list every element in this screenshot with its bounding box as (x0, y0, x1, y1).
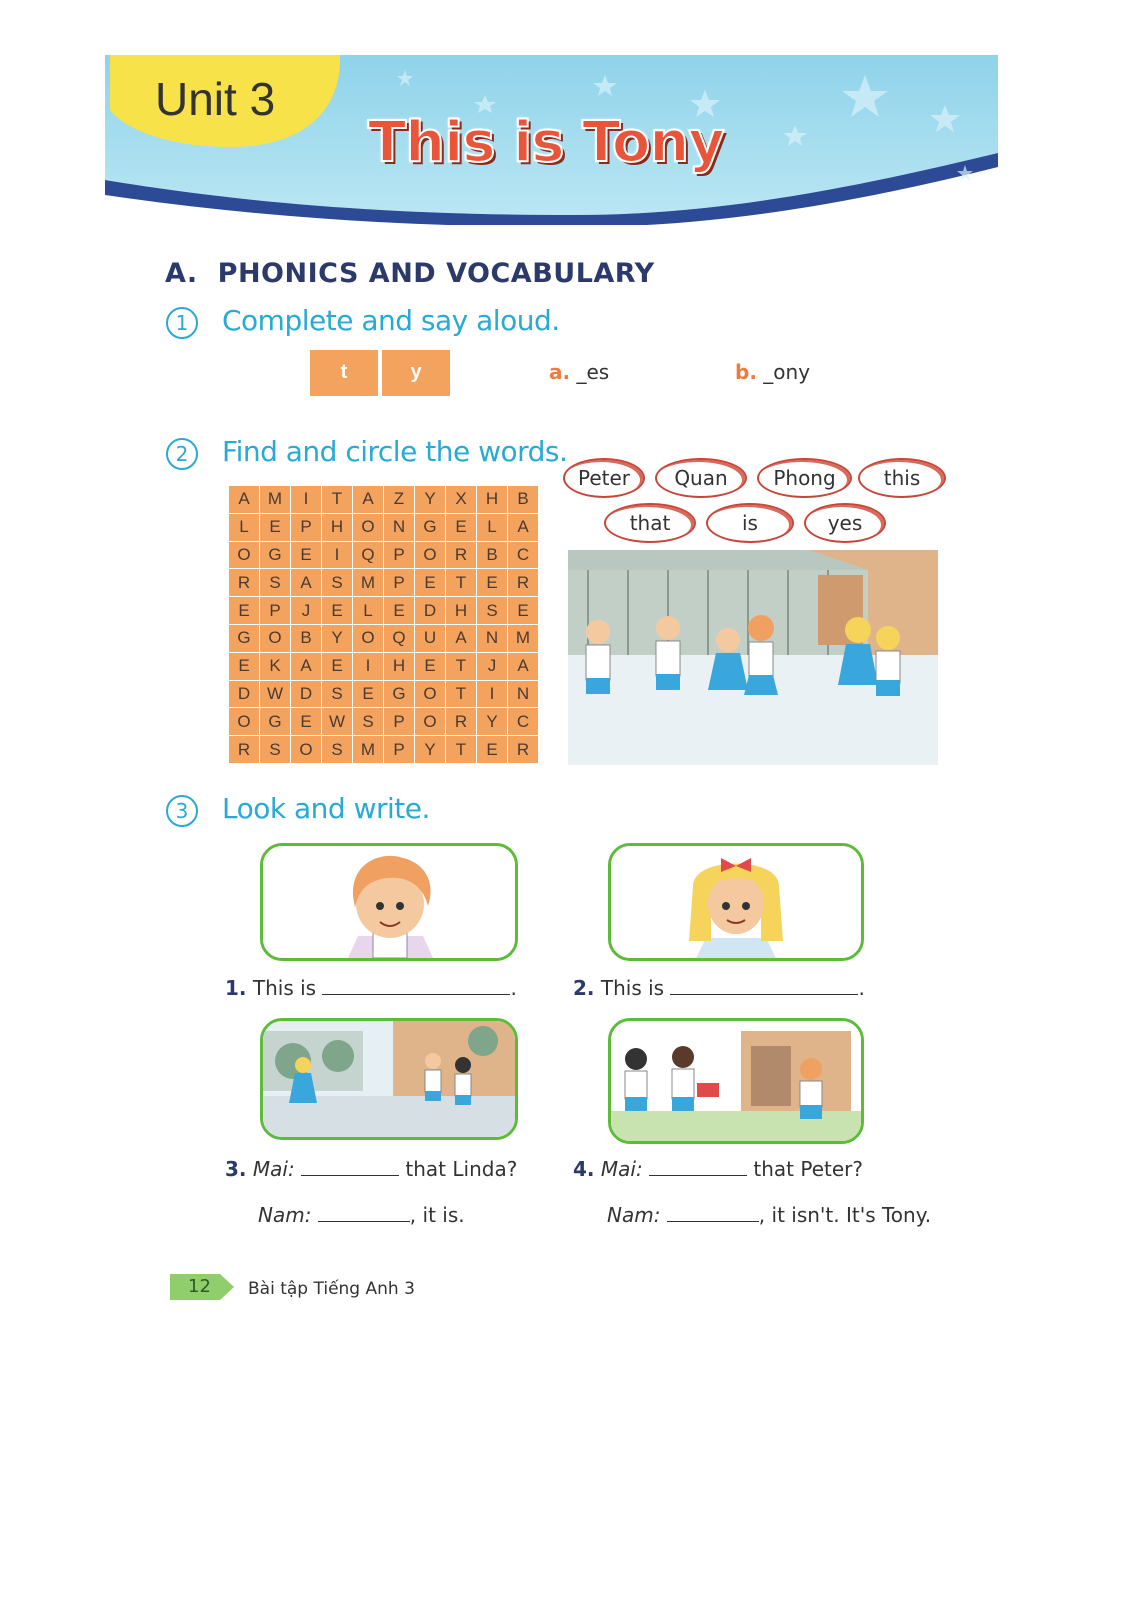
sentence-text: This is (252, 976, 317, 1000)
word-search-cell[interactable]: A (446, 625, 477, 653)
word-search-cell[interactable]: E (322, 597, 353, 625)
sentence-1 (225, 976, 517, 1000)
book-title: Bài tập Tiếng Anh 3 (248, 1279, 415, 1299)
item-number: 4. (573, 1157, 595, 1181)
item-number: 1. (225, 976, 247, 1000)
word-search-cell[interactable]: H (446, 597, 477, 625)
word-search-cell[interactable]: D (415, 597, 446, 625)
dialogue-4-line-1 (573, 1157, 863, 1181)
word-search-cell[interactable]: O (415, 708, 446, 736)
sentence-end: . (510, 976, 517, 1000)
word-search-cell[interactable]: G (260, 542, 291, 570)
word-search-cell[interactable]: A (508, 514, 539, 542)
dialogue-3-line-2 (258, 1203, 465, 1227)
picture-3-frame (260, 1018, 518, 1140)
word-search-cell[interactable]: M (260, 486, 291, 514)
word-search-cell[interactable]: D (229, 681, 260, 709)
exercise-number-1: 1 (166, 307, 198, 339)
word-search-cell[interactable]: E (229, 653, 260, 681)
word-search-cell[interactable]: J (477, 653, 508, 681)
word-search-cell[interactable]: A (353, 486, 384, 514)
letter-box-t: t (310, 350, 378, 396)
word-search-cell[interactable]: P (384, 708, 415, 736)
word-search-cell[interactable]: R (229, 569, 260, 597)
exercise-number-2: 2 (166, 438, 198, 470)
word-search-cell[interactable]: H (322, 514, 353, 542)
word-search-cell[interactable]: R (508, 736, 539, 764)
word-oval-that: that (604, 503, 696, 543)
word-search-cell[interactable]: R (446, 542, 477, 570)
exercise-number-3: 3 (166, 795, 198, 827)
word-search-cell[interactable]: S (322, 569, 353, 597)
word-search-cell[interactable]: T (446, 736, 477, 764)
word-search-cell[interactable]: N (384, 514, 415, 542)
word-oval-peter: Peter (563, 458, 645, 498)
exercise-instruction-1: Complete and say aloud. (222, 304, 560, 337)
speaker-name: Nam: (607, 1203, 661, 1227)
word-search-cell[interactable]: E (508, 597, 539, 625)
word-search-cell[interactable]: K (260, 653, 291, 681)
word-search-cell[interactable]: G (260, 708, 291, 736)
school-building-scene-image (611, 1021, 861, 1141)
word-search-grid[interactable] (229, 486, 539, 764)
word-search-cell[interactable]: Q (353, 542, 384, 570)
word-search-cell[interactable]: O (415, 542, 446, 570)
word-search-cell[interactable]: Y (322, 625, 353, 653)
word-search-cell[interactable]: A (291, 569, 322, 597)
sentence-end: . (858, 976, 865, 1000)
word-search-cell[interactable]: U (415, 625, 446, 653)
word-search-cell[interactable]: O (229, 542, 260, 570)
word-search-cell[interactable]: T (446, 569, 477, 597)
picture-4-frame (608, 1018, 864, 1144)
section-heading (165, 258, 655, 289)
word-search-cell[interactable]: B (508, 486, 539, 514)
word-search-cell[interactable]: O (353, 514, 384, 542)
word-search-cell[interactable]: A (229, 486, 260, 514)
word-search-cell[interactable]: B (291, 625, 322, 653)
dialogue-text: , it is. (409, 1203, 465, 1227)
word-search-cell[interactable]: Q (384, 625, 415, 653)
word-search-cell[interactable]: S (477, 597, 508, 625)
word-oval-phong: Phong (757, 458, 852, 498)
word-oval-is: is (706, 503, 794, 543)
word-search-cell[interactable]: P (291, 514, 322, 542)
word-search-cell[interactable]: W (322, 708, 353, 736)
dialogue-text: that Peter? (753, 1157, 864, 1181)
word-search-cell[interactable]: S (260, 569, 291, 597)
item-text[interactable]: _ony (763, 360, 811, 384)
speaker-name: Nam: (258, 1203, 312, 1227)
word-search-cell[interactable]: C (508, 542, 539, 570)
word-search-cell[interactable]: E (415, 653, 446, 681)
word-search-cell[interactable]: E (260, 514, 291, 542)
word-search-cell[interactable]: N (477, 625, 508, 653)
letter-box-y: y (382, 350, 450, 396)
item-label: b. (735, 360, 757, 384)
word-search-cell[interactable]: B (477, 542, 508, 570)
unit-label: Unit 3 (155, 73, 276, 125)
word-search-cell[interactable]: L (229, 514, 260, 542)
word-search-cell[interactable]: P (384, 569, 415, 597)
answer-blank-3a[interactable] (301, 1157, 399, 1176)
word-search-cell[interactable]: E (477, 736, 508, 764)
item-number: 2. (573, 976, 595, 1000)
word-oval-this: this (858, 458, 946, 498)
word-search-cell[interactable]: M (353, 736, 384, 764)
word-search-cell[interactable]: O (291, 736, 322, 764)
word-search-cell[interactable]: O (415, 681, 446, 709)
answer-blank-3b[interactable] (318, 1203, 410, 1222)
word-search-cell[interactable]: R (229, 736, 260, 764)
answer-blank-4b[interactable] (667, 1203, 759, 1222)
word-search-cell[interactable]: E (477, 569, 508, 597)
word-search-cell[interactable]: E (446, 514, 477, 542)
boy-portrait-image (263, 846, 515, 958)
word-search-cell[interactable]: G (415, 514, 446, 542)
word-search-cell[interactable]: E (384, 597, 415, 625)
word-oval-quan: Quan (655, 458, 747, 498)
children-at-school-illustration (568, 550, 938, 765)
word-search-cell[interactable]: A (291, 653, 322, 681)
word-search-cell[interactable]: H (477, 486, 508, 514)
page-number: 12 (188, 1276, 211, 1297)
word-search-cell[interactable]: M (508, 625, 539, 653)
item-number: 3. (225, 1157, 247, 1181)
picture-1-frame (260, 843, 518, 961)
word-search-cell[interactable]: D (291, 681, 322, 709)
school-scene-image (263, 1021, 515, 1137)
word-search-cell[interactable]: P (384, 542, 415, 570)
dialogue-3-line-1 (225, 1157, 517, 1181)
item-text[interactable]: _es (576, 360, 610, 384)
word-search-cell[interactable]: E (353, 681, 384, 709)
word-search-cell[interactable]: X (446, 486, 477, 514)
word-search-cell[interactable]: L (353, 597, 384, 625)
word-search-cell[interactable]: E (291, 542, 322, 570)
word-search-cell[interactable]: R (508, 569, 539, 597)
dialogue-text: that Linda? (405, 1157, 518, 1181)
word-search-cell[interactable]: C (508, 708, 539, 736)
word-search-cell[interactable]: Y (415, 736, 446, 764)
word-search-cell[interactable]: P (384, 736, 415, 764)
word-search-cell[interactable]: P (260, 597, 291, 625)
exercise-instruction-3: Look and write. (222, 792, 430, 825)
girl-portrait-image (611, 846, 861, 958)
word-search-cell[interactable]: M (353, 569, 384, 597)
word-search-cell[interactable]: S (353, 708, 384, 736)
sentence-text: This is (600, 976, 665, 1000)
dialogue-4-line-2 (607, 1203, 931, 1227)
word-search-cell[interactable]: S (322, 681, 353, 709)
word-search-cell[interactable]: I (322, 542, 353, 570)
word-search-cell[interactable]: G (384, 681, 415, 709)
section-letter: A. (165, 258, 198, 289)
word-search-cell[interactable]: E (415, 569, 446, 597)
word-search-cell[interactable]: O (229, 708, 260, 736)
word-search-cell[interactable]: H (384, 653, 415, 681)
answer-blank-4a[interactable] (649, 1157, 747, 1176)
word-search-cell[interactable]: A (508, 653, 539, 681)
word-search-cell[interactable]: E (322, 653, 353, 681)
word-search-cell[interactable]: E (229, 597, 260, 625)
word-search-cell[interactable]: T (446, 681, 477, 709)
word-search-cell[interactable]: S (260, 736, 291, 764)
dialogue-text: , it isn't. It's Tony. (758, 1203, 932, 1227)
word-search-cell[interactable]: Z (384, 486, 415, 514)
speaker-name: Mai: (252, 1157, 295, 1181)
word-search-cell[interactable]: W (260, 681, 291, 709)
word-search-cell[interactable]: E (291, 708, 322, 736)
unit-title: This is Tony (368, 110, 724, 175)
word-oval-yes: yes (804, 503, 886, 543)
word-search-cell[interactable]: I (477, 681, 508, 709)
section-title: PHONICS AND VOCABULARY (217, 258, 655, 289)
word-search-cell[interactable]: J (291, 597, 322, 625)
item-label: a. (549, 360, 571, 384)
word-search-cell[interactable]: Y (415, 486, 446, 514)
word-search-cell[interactable]: G (229, 625, 260, 653)
word-search-cell[interactable]: L (477, 514, 508, 542)
word-search-cell[interactable]: O (353, 625, 384, 653)
word-search-cell[interactable]: S (322, 736, 353, 764)
exercise-1-item-a (549, 360, 609, 384)
word-search-cell[interactable]: I (291, 486, 322, 514)
word-search-cell[interactable]: R (446, 708, 477, 736)
word-search-cell[interactable]: Y (477, 708, 508, 736)
exercise-instruction-2: Find and circle the words. (222, 435, 568, 468)
word-search-cell[interactable]: T (322, 486, 353, 514)
speaker-name: Mai: (600, 1157, 643, 1181)
answer-blank-1[interactable] (322, 976, 510, 995)
exercise-1-item-b (735, 360, 810, 384)
answer-blank-2[interactable] (670, 976, 858, 995)
word-search-cell[interactable]: O (260, 625, 291, 653)
sentence-2 (573, 976, 865, 1000)
word-search-cell[interactable]: I (353, 653, 384, 681)
word-search-cell[interactable]: T (446, 653, 477, 681)
word-search-cell[interactable]: N (508, 681, 539, 709)
picture-2-frame (608, 843, 864, 961)
